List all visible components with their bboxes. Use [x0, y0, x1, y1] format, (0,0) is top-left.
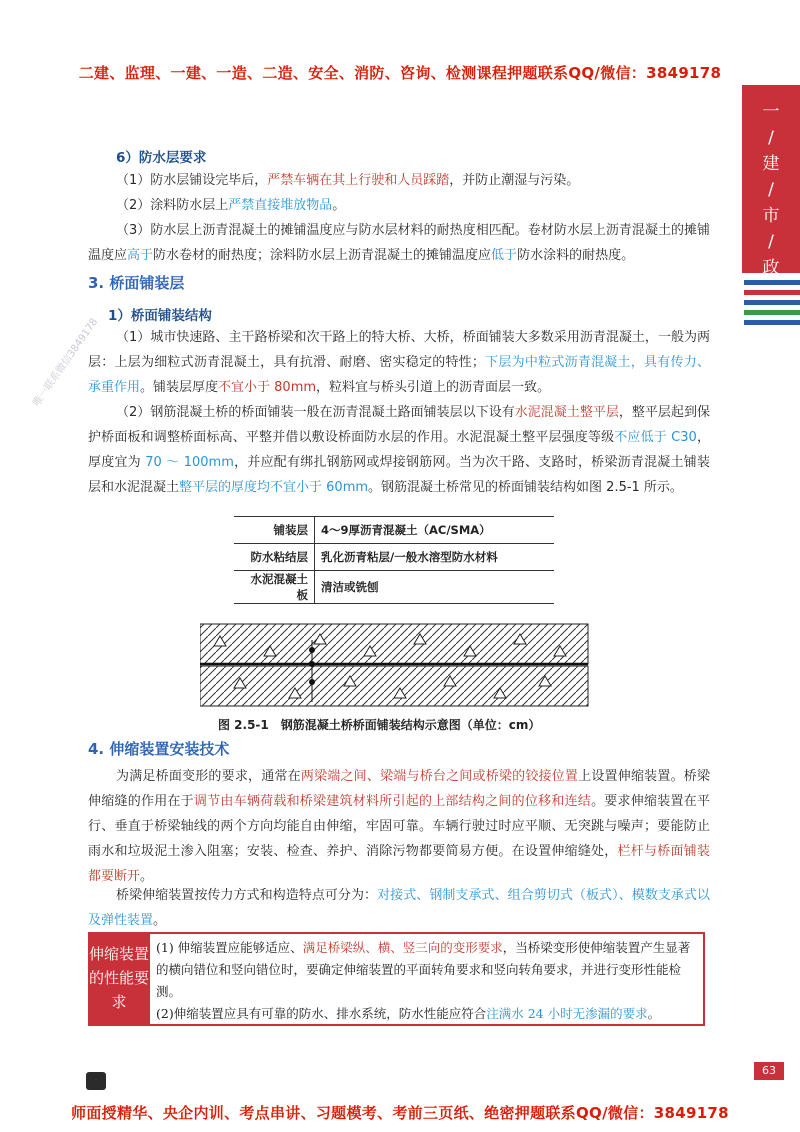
decor-stripe [744, 280, 800, 285]
page-number: 63 [754, 1062, 784, 1080]
subsection-title: 1）桥面铺装结构 [108, 308, 212, 324]
requirement-label-box: 伸缩装置的性能要求 [88, 932, 150, 1026]
pavement-layer-table [234, 516, 554, 604]
layer-value: 乳化沥青粘层/一般水溶型防水材料 [315, 544, 555, 571]
pavement-cross-section-diagram [200, 620, 590, 710]
layer-value: 清洁或铣刨 [315, 571, 555, 604]
layer-label: 铺装层 [234, 517, 315, 544]
publisher-logo-icon [86, 1072, 106, 1090]
side-tab-char: 建 [762, 154, 780, 174]
decor-stripe [744, 290, 800, 295]
paragraph: （2）钢筋混凝土桥的桥面铺装一般在沥青混凝土路面铺装层以下设有水泥混凝土整平层，整平层起到保护桥面板和调整桥面标高、平整并借以敷设桥面防水层的作用。水泥混凝土整平层强度等级不应低于 C30，厚度宜为 70 ～ 100mm，并应配有绑扎钢筋网或焊接钢筋网。当为次干路、支路时，桥梁沥青混凝土铺装层和水泥混凝土整平层的厚度均不宜小于 60mm。钢筋混凝土桥常见的桥面铺装结构如图 2.5-1 所示。 [88, 405, 710, 495]
decor-stripe [744, 300, 800, 305]
bottom-ad-banner: 师面授精华、央企内训、考点串讲、习题模考、考前三页纸、绝密押题联系QQ/微信：3849178 [71, 1104, 729, 1122]
top-ad-banner: 二建、监理、一建、一造、二造、安全、消防、咨询、检测课程押题联系QQ/微信：3849178 [78, 64, 722, 82]
paragraph: （1）城市快速路、主干路桥梁和次干路上的特大桥、大桥，桥面铺装大多数采用沥青混凝土，一般为两层：上层为细粒式沥青混凝土，具有抗滑、耐磨、密实稳定的特性；下层为中粒式沥青混凝土，具有传力、承重作用。铺装层厚度不宜小于 80mm，粒料宜与桥头引道上的沥青面层一致。 [88, 330, 710, 395]
paragraph: 桥梁伸缩装置按传力方式和构造特点可分为：对接式、钢制支承式、组合剪切式（板式）、模数支承式以及弹性装置。 [88, 888, 710, 928]
layer-label: 水泥混凝土板 [234, 571, 315, 604]
section-title: 3. 桥面铺装层 [88, 274, 185, 292]
figure-caption: 图 2.5-1 钢筋混凝土桥桥面铺装结构示意图（单位：cm） [218, 718, 541, 732]
layer-label: 防水粘结层 [234, 544, 315, 571]
side-tab-sep: / [768, 128, 774, 148]
chapter-side-tab [742, 85, 800, 278]
paragraph: 为满足桥面变形的要求，通常在两梁端之间、梁端与桥台之间或桥梁的铰接位置上设置伸缩装置。桥梁伸缩缝的作用在于调节由车辆荷载和桥梁建筑材料所引起的上部结构之间的位移和连结。要求伸缩装置在平行、垂直于桥梁轴线的两个方向均能自由伸缩，牢固可靠。车辆行驶过时应平顺、无突跳与噪声；要能防止雨水和垃圾泥土渗入阻塞；安装、检查、养护、消除污物都要简易方便。在设置伸缩缝处，栏杆与桥面铺装都要断开。 [88, 769, 710, 884]
table-row [234, 544, 554, 571]
side-tab-char: 市 [762, 206, 780, 226]
side-tab-char: 一 [762, 102, 780, 122]
layer-value: 4～9厚沥青混凝土（AC/SMA） [315, 517, 555, 544]
table-row [234, 517, 554, 544]
decor-stripe [744, 320, 800, 325]
side-tab-sep: / [768, 232, 774, 252]
side-tab-char: 政 [762, 258, 780, 278]
requirement-item: (1) 伸缩装置应能够适应、满足桥梁纵、横、竖三向的变形要求，当桥梁变形使伸缩装置产生显著的横向错位和竖向错位时，要确定伸缩装置的平面转角要求和竖向转角要求，并进行变形性能检测。 [156, 940, 691, 999]
requirement-box [150, 932, 705, 1026]
paragraph: （3）防水层上沥青混凝土的摊铺温度应与防水层材料的耐热度相匹配。卷材防水层上沥青混凝土的摊铺温度应高于防水卷材的耐热度；涂料防水层上沥青混凝土的摊铺温度应低于防水涂料的耐热度。 [88, 223, 710, 263]
side-tab-sep: / [768, 180, 774, 200]
decor-stripe [744, 310, 800, 315]
table-row [234, 571, 554, 604]
subsection-title: 6）防水层要求 [116, 150, 207, 166]
diagonal-watermark: 唯一联系微信3849178 [31, 316, 101, 409]
section-title: 4. 伸缩装置安装技术 [88, 740, 230, 758]
paragraph: （1）防水层铺设完毕后，严禁车辆在其上行驶和人员踩踏，并防止潮湿与污染。 [116, 173, 580, 188]
requirement-item: (2)伸缩装置应具有可靠的防水、排水系统，防水性能应符合注满水 24 小时无渗漏的要求。 [156, 1006, 661, 1021]
paragraph: （2）涂料防水层上严禁直接堆放物品。 [116, 198, 346, 213]
